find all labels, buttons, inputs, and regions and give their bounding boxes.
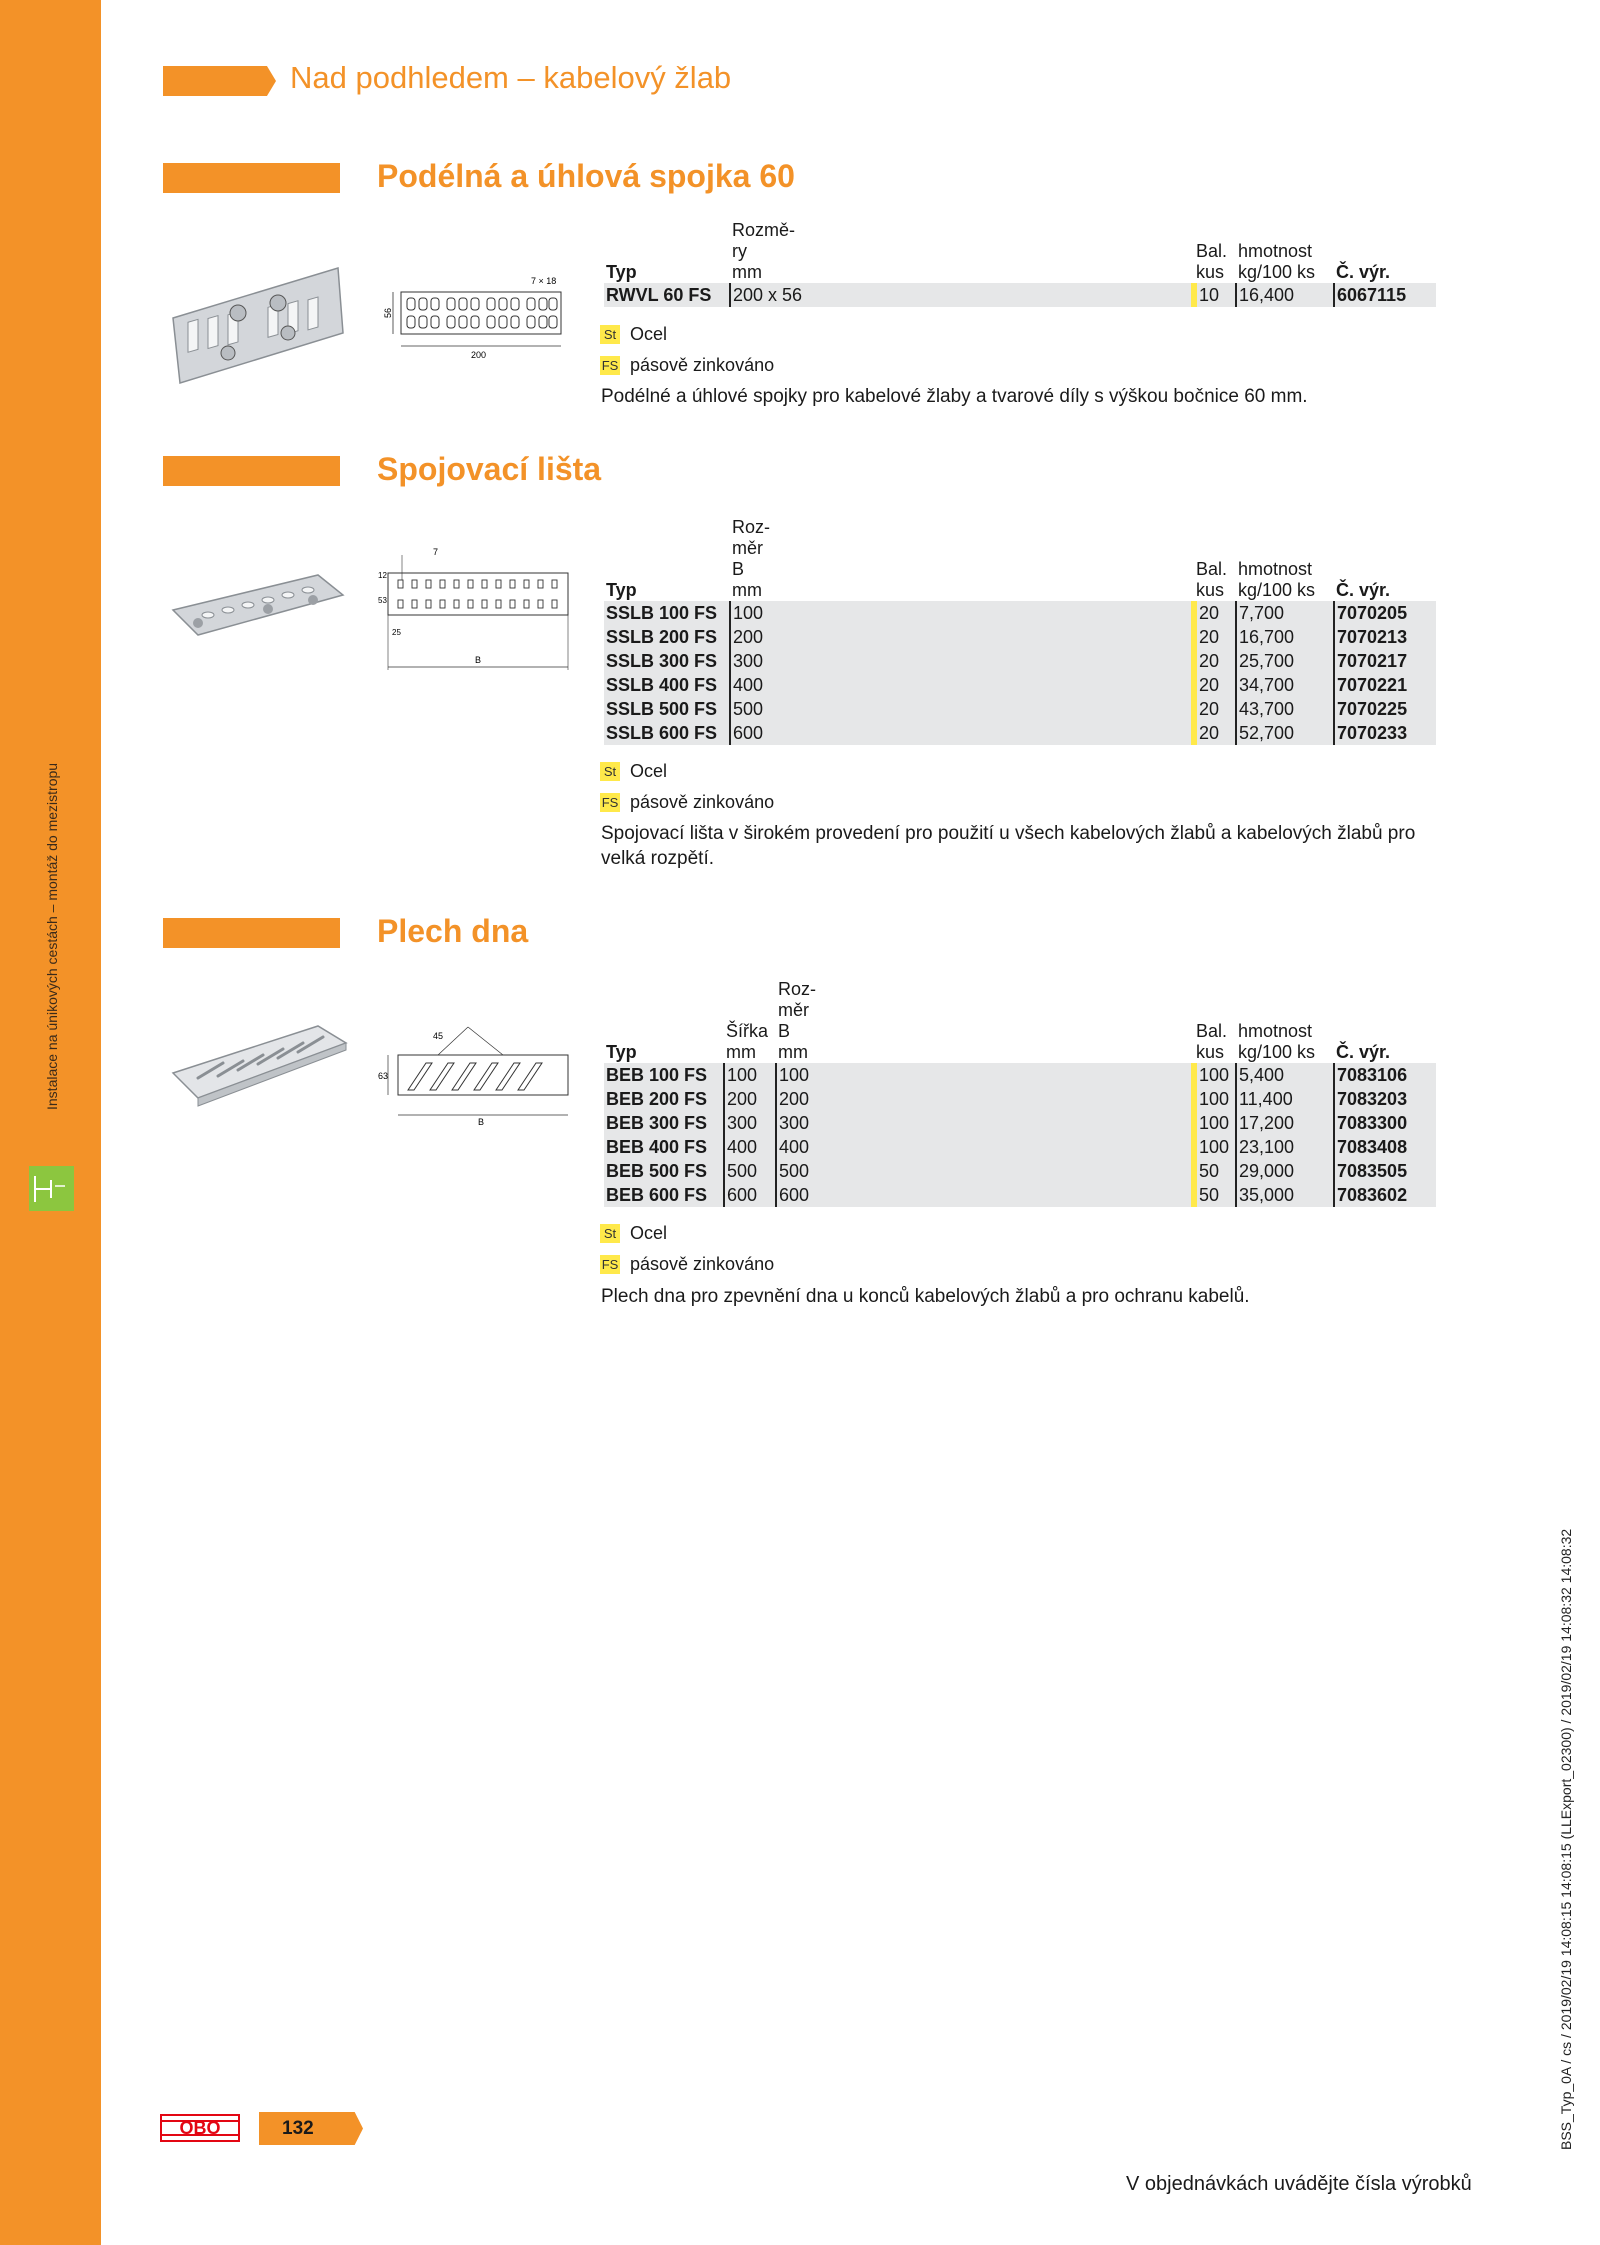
header-weight: hmotnost kg/100 ks	[1238, 241, 1316, 282]
header-weight: hmotnost kg/100 ks	[1238, 1021, 1316, 1062]
header-typ: Typ	[606, 580, 637, 600]
table-row: BEB 600 FS 600 600 50 35,000 7083602	[604, 1183, 1436, 1207]
page-title: Nad podhledem – kabelový žlab	[290, 60, 732, 95]
header-width: Šířka mm	[726, 1021, 769, 1062]
legend-finish: FS pásově zinkováno	[601, 1254, 775, 1274]
side-text: Instalace na únikových cestách – montáž do mezistropu	[44, 762, 60, 1110]
header-dim: Roz- měr B mm	[732, 517, 771, 600]
header-typ: Typ	[606, 1042, 637, 1062]
table-row: BEB 200 FS 200 200 100 11,400 7083203	[604, 1087, 1436, 1111]
legend-finish: FS pásově zinkováno	[601, 792, 775, 812]
product-image-rwvl	[168, 258, 348, 393]
legend-material: St Ocel	[600, 324, 667, 345]
section-title: Podélná a úhlová spojka 60	[377, 158, 795, 194]
legend-material: St Ocel	[600, 1223, 667, 1244]
export-stamp: BSS_Typ_0A / cs / 2019/02/19 14:08:15 14:08:15 (LLExport_02300) / 2019/02/19 14:08:32 14:08:32	[1558, 1528, 1574, 2150]
drawing-label-bottom: B	[478, 1117, 485, 1125]
table-row: SSLB 400 FS 400 20 34,700 7070221	[604, 673, 1436, 697]
product-table-rwvl	[604, 220, 1436, 307]
header-nr: Č. výr.	[1336, 580, 1391, 600]
header-dim: Rozmě- ry mm	[732, 220, 796, 282]
category-icon	[29, 1166, 74, 1211]
section-marker	[163, 456, 340, 486]
side-bar	[0, 0, 101, 2245]
svg-text:OBO: OBO	[179, 2118, 221, 2138]
legend-finish: FS pásově zinkováno	[601, 355, 775, 375]
section-marker	[163, 163, 340, 193]
technical-drawing-rwvl	[383, 270, 573, 365]
header-weight: hmotnost kg/100 ks	[1238, 559, 1316, 600]
table-row: SSLB 200 FS 200 20 16,700 7070213	[604, 625, 1436, 649]
header-bal: Bal. kus	[1196, 559, 1228, 600]
section-title: Plech dna	[377, 913, 529, 949]
table-row: BEB 500 FS 500 500 50 29,000 7083505	[604, 1159, 1436, 1183]
drawing-label-a: 12	[378, 571, 387, 580]
table-row: BEB 400 FS 400 400 100 23,100 7083408	[604, 1135, 1436, 1159]
product-image-beb	[168, 1018, 348, 1113]
table-row: SSLB 100 FS 100 20 7,700 7070205	[604, 601, 1436, 625]
table-row: BEB 100 FS 100 100 100 5,400 7083106	[604, 1063, 1436, 1087]
drawing-label-side: 63	[378, 1071, 389, 1081]
section-description: Podélné a úhlové spojky pro kabelové žlaby a tvarové díly s výškou bočnice 60 mm.	[601, 386, 1308, 407]
header-marker	[163, 66, 276, 96]
product-table-beb	[604, 979, 1436, 1207]
table-row: SSLB 500 FS 500 20 43,700 7070225	[604, 697, 1436, 721]
drawing-label-top: 7	[433, 547, 439, 557]
footer-note: V objednávkách uvádějte čísla výrobků	[1126, 2173, 1472, 2195]
header-dim: Roz- měr B mm	[778, 979, 817, 1062]
product-image-sslb	[168, 565, 348, 650]
header-typ: Typ	[606, 262, 637, 282]
section-title: Spojovací lišta	[377, 451, 602, 487]
technical-drawing-beb	[378, 1015, 573, 1130]
table-row: SSLB 300 FS 300 20 25,700 7070217	[604, 649, 1436, 673]
header-bal: Bal. kus	[1196, 241, 1228, 282]
drawing-label-c: 25	[392, 628, 401, 637]
table-row: RWVL 60 FS 200 x 56 10 16,400 6067115	[604, 283, 1436, 307]
section-marker	[163, 918, 340, 948]
page-number: 132	[282, 2118, 314, 2139]
obo-logo	[160, 2113, 240, 2148]
header-nr: Č. výr.	[1336, 262, 1391, 282]
technical-drawing-sslb	[378, 545, 573, 680]
table-row: BEB 300 FS 300 300 100 17,200 7083300	[604, 1111, 1436, 1135]
header-bal: Bal. kus	[1196, 1021, 1228, 1062]
section-description: Spojovací lišta v širokém provedení pro použití u všech kabelových žlabů a kabelových žlabů pro velká rozpětí.	[601, 823, 1416, 869]
drawing-label-bottom: B	[475, 655, 482, 665]
table-row: SSLB 600 FS 600 20 52,700 7070233	[604, 721, 1436, 745]
drawing-label-bottom: 200	[471, 350, 487, 360]
drawing-label-b: 53	[378, 596, 387, 605]
header-nr: Č. výr.	[1336, 1042, 1391, 1062]
legend-material: St Ocel	[600, 761, 667, 782]
product-table-sslb	[604, 517, 1436, 745]
drawing-label-top: 7 × 18	[531, 276, 557, 286]
section-description: Plech dna pro zpevnění dna u konců kabelových žlabů a pro ochranu kabelů.	[601, 1286, 1250, 1307]
drawing-label-side: 56	[383, 307, 393, 318]
drawing-label-angle: 45	[433, 1031, 444, 1041]
